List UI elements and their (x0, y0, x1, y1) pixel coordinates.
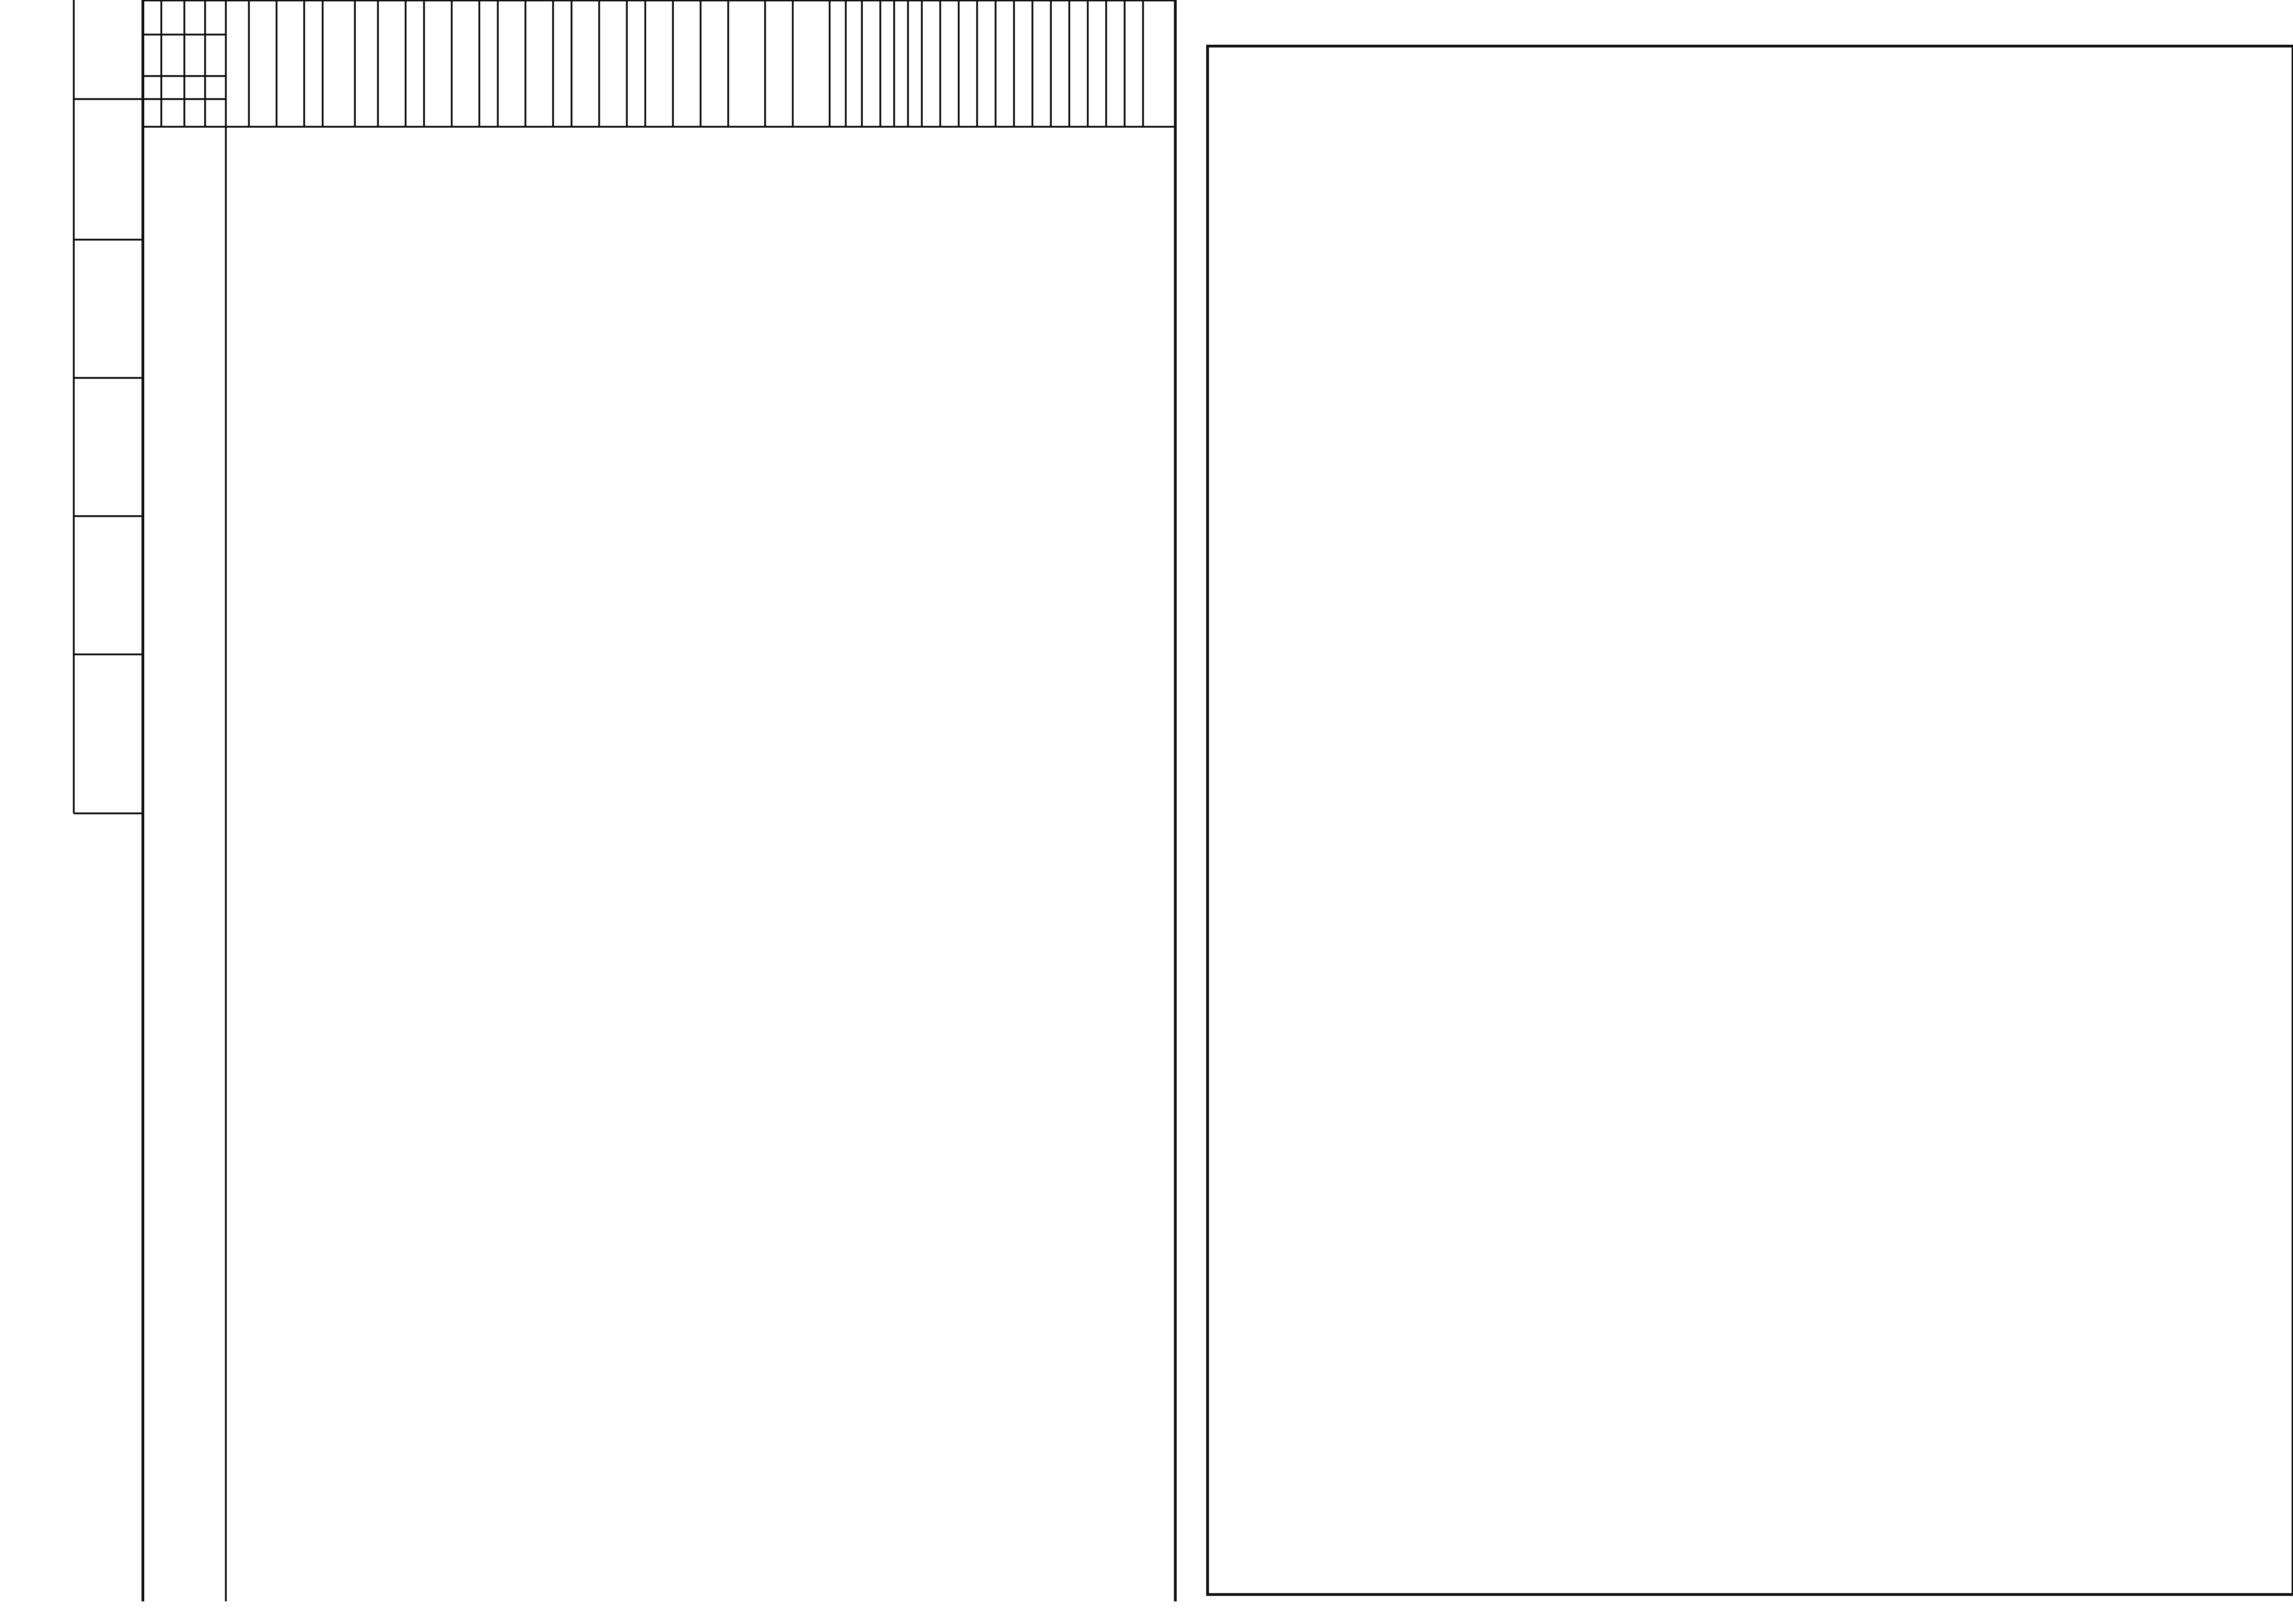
page-1-frame (143, 0, 1175, 1601)
spec-page-2 (1208, 46, 2293, 1595)
spec-page-1 (74, 0, 1175, 1601)
page-1-stamp (74, 0, 143, 813)
page-1-grid (143, 0, 1175, 1601)
